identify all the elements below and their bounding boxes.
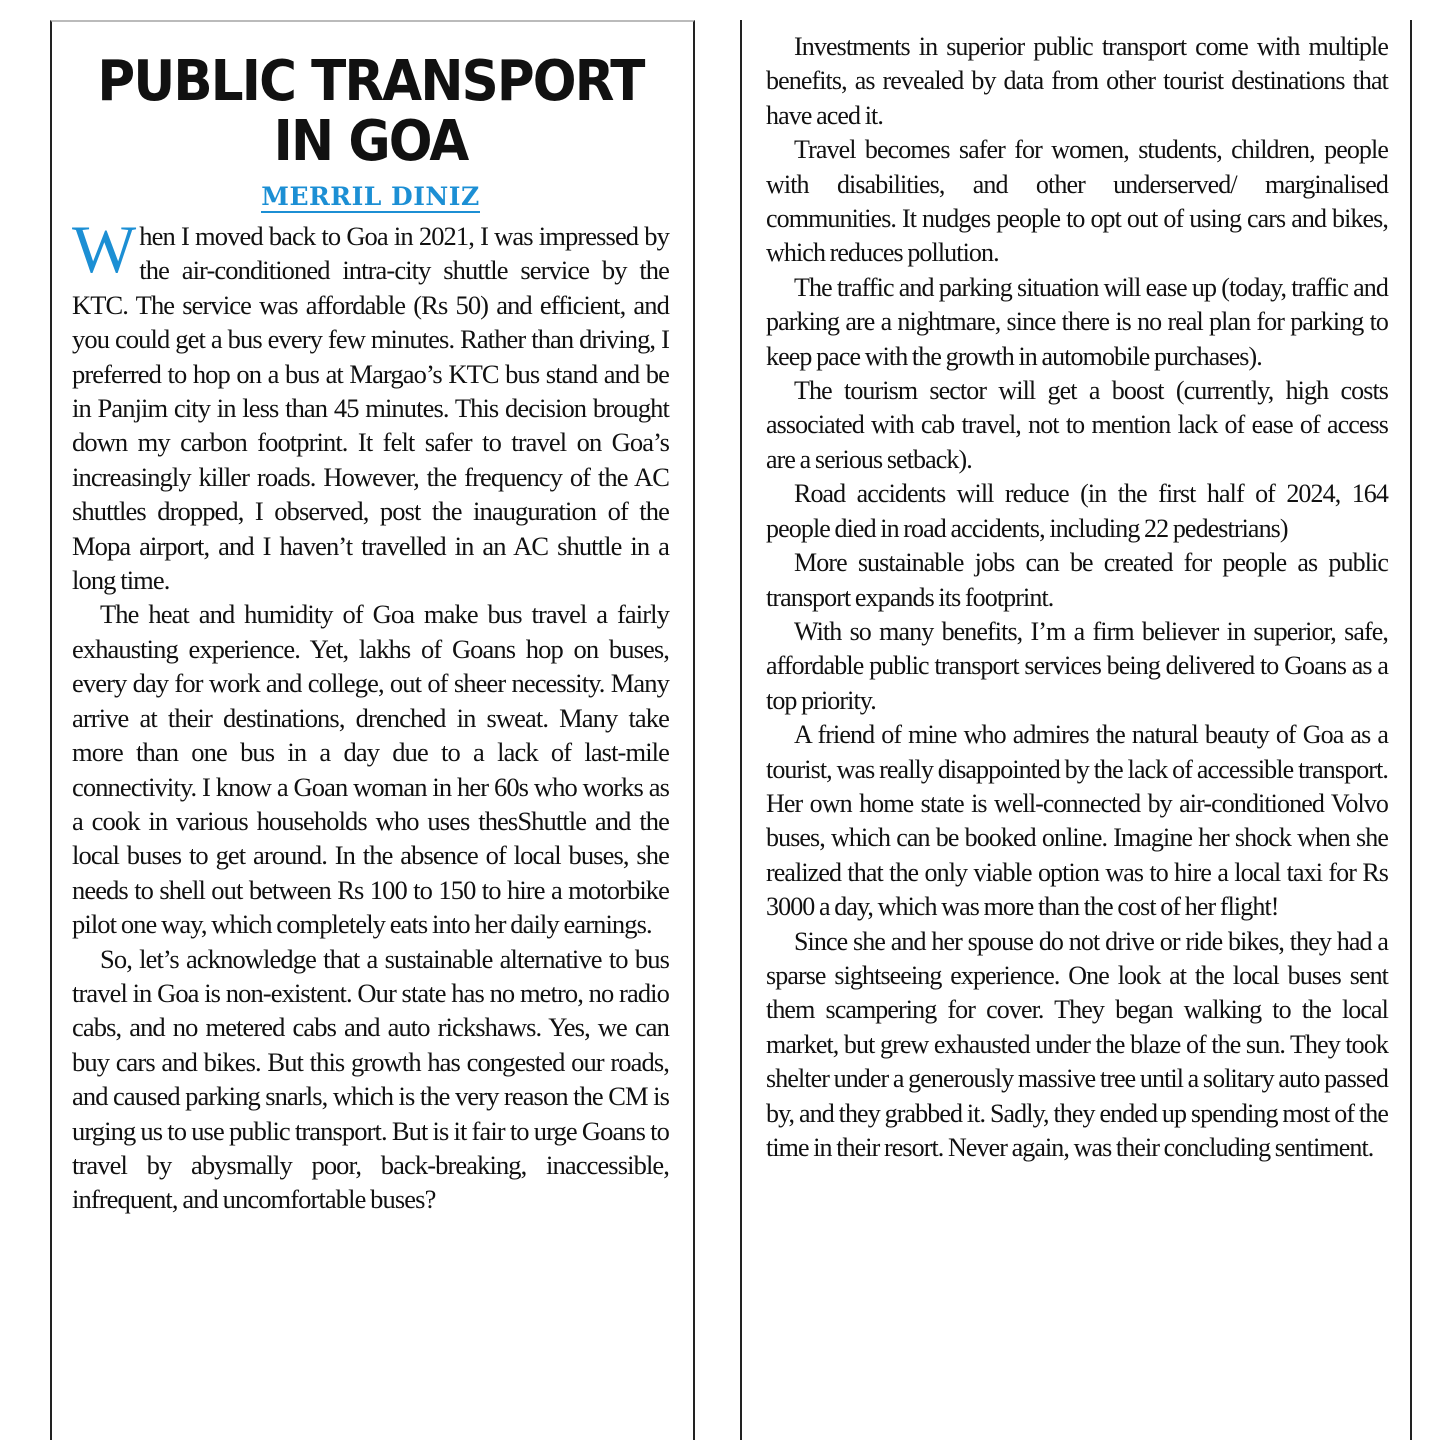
intro-text: hen I moved back to Goa in 2021, I was impressed by the air-conditioned intra-city shuttle service by the KTC. The service was affordable (Rs 50) and efficient, and you could get a bus every few minutes. Rather than driving, I preferred to hop on a bus at Margao’s KTC bus stand and be in Panjim city in less than 45 minutes. This decision brought down my carbon footprint. It felt safer to travel on Goa’s increasingly killer roads. However, the frequency of the AC shuttles dropped, I observed, post the inauguration of the Mopa airport, and I haven’t travelled in an AC shuttle in a long time.	[72, 221, 669, 596]
paragraph-intro	[72, 211, 669, 597]
byline	[72, 182, 669, 211]
paragraph: The traffic and parking situation will ease up (today, traffic and parking are a nightmare, since there is no real plan for parking to keep pace with the growth in automobile purchases).	[766, 272, 1388, 371]
paragraph: So, let’s acknowledge that a sustainable alternative to bus travel in Goa is non-existent. Our state has no metro, no radio cabs, and no metered cabs and auto rickshaws. Yes, we can buy cars and bikes. But this growth has congested our roads, and caused parking snarls, which is the very reason the CM is urging us to use public transport. But is it fair to urge Goans to travel by abysmally poor, back-breaking, inaccessible, infrequent, and uncomfortable buses?	[72, 943, 669, 1215]
paragraph: Road accidents will reduce (in the first half of 2024, 164 people died in road accidents, including 22 pedestrians)	[766, 479, 1388, 543]
paragraph: With so many benefits, I’m a firm believer in superior, safe, affordable public transport services being delivered to Goans as a top priority.	[766, 616, 1388, 715]
headline-line-2: IN GOA	[273, 109, 468, 174]
right-column	[740, 20, 1412, 1440]
paragraph: Investments in superior public transport come with multiple benefits, as revealed by data from other tourist destinations that have aced it.	[766, 32, 1388, 130]
paragraph: More sustainable jobs can be created for people as public transport expands its footprint.	[766, 548, 1388, 612]
headline	[96, 49, 645, 174]
paragraph: The tourism sector will get a boost (currently, high costs associated with cab travel, not to mention lack of ease of access are a serious setback).	[766, 376, 1388, 474]
paragraph: The heat and humidity of Goa make bus travel a fairly exhausting experience. Yet, lakhs of Goans hop on buses, every day for work and college, out of sheer necessity. Many arrive at their destinations, drenched in sweat. Many take more than one bus in a day due to a lack of last-mile connectivity. I know a Goan woman in her 60s who works as a cook in various households who uses thesShuttle and the local buses to get around. In the absence of local buses, she needs to shell out between Rs 100 to 150 to hire a motorbike pilot one way, which completely eats into her daily earnings.	[72, 599, 669, 940]
author-name: MERRIL DINIZ	[261, 182, 480, 211]
headline-line-1: PUBLIC TRANSPORT	[97, 49, 644, 114]
paragraph: A friend of mine who admires the natural beauty of Goa as a tourist, was really disappointed by the lack of accessible transport. Her own home state is well-connected by air-conditioned Volvo buses, which can be booked online. Imagine her shock when she realized that the only viable option was to hire a local taxi for Rs 3000 a day, which was more than the cost of her flight!	[766, 720, 1388, 922]
paragraph: Since she and her spouse do not drive or ride bikes, they had a sparse sightseeing experience. One look at the local buses sent them scampering for cover. They began walking to the local market, but grew exhausted under the blaze of the sun. They took shelter under a generously massive tree until a solitary auto passed by, and they grabbed it. Sadly, they ended up spending most of the time in their resort. Never again, was their concluding sentiment.	[766, 926, 1388, 1162]
drop-cap: W	[72, 211, 136, 287]
left-column	[50, 20, 695, 1440]
paragraph: Travel becomes safer for women, students, children, people with disabilities, and other underserved/ marginalised communities. It nudges people to opt out of using cars and bikes, which reduces pollution.	[766, 135, 1388, 268]
